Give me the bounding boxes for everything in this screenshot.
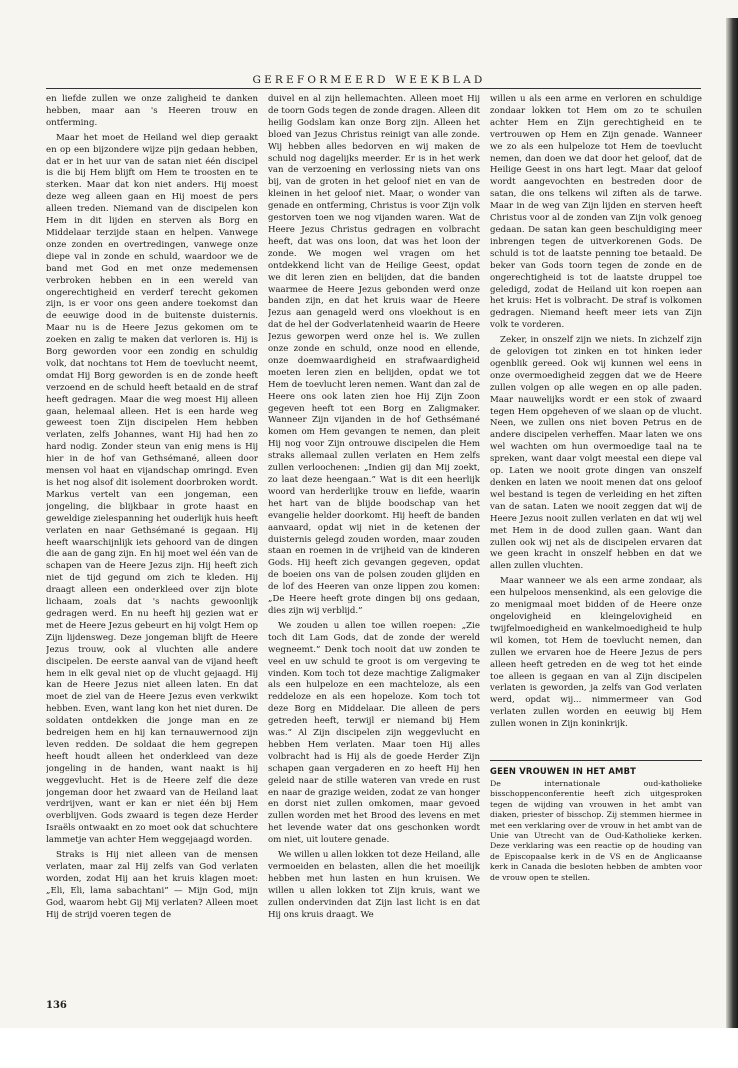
- paragraph: duivel en al zijn hellemachten. Alleen moet Hij de toorn Gods tegen de zonde dragen. Alleen dit heilig Godslam kan onze Borg zijn. Alleen het bloed van Jezus Christus reinigt van alle zonde. Wij hebben alles bedorven en wij maken de schuld nog dagelijks meerder. Er is in het werk van de verzoening en verlossing niets van ons bij, van de groten in het geloof niet en van de kleinen in het geloof niet. Maar, o wonder van genade en ontferming, Christus is voor Zijn volk gestorven toen we nog vijanden waren. Wat de Heere Jezus Christus gedragen en volbracht heeft, dat was ons loon, dat was het loon der zonde. We mogen wel vragen om het ontdekkend licht van de Heilige Geest, opdat we dit leren zien en belijden, dat die banden waarmee de Heere Jezus gebonden werd onze banden zijn, en dat het kruis waar de Heere Jezus aan genageld werd ons vloekhout is en dat de hel der Godverlatenheid waarin de Heere Jezus geworpen werd onze hel is. We zullen onze zonde en schuld, onze nood en ellende, onze doemwaardigheid en strafwaardigheid moeten leren zien en belijden, opdat we tot Hem de toevlucht leren nemen. Want dan zal de Heere ons ook laten zien hoe Hij Zijn Zoon gegeven heeft tot een Borg en Zaligmaker. Wanneer Zijn vijanden in de hof Gethsémané komen om Hem gevangen te nemen, dan pleit Hij nog voor Zijn ontrouwe discipelen die Hem straks allemaal zullen verlaten en Hem zelfs zullen verloochenen: „Indien gij dan Mij zoekt, zo laat deze heengaan.” Wat is dit een heerlijk woord van herderlijke trouw en liefde, waarin het hart van de blijde boodschap van het evangelie helder doorkomt. Hij heeft de banden aanvaard, opdat wij niet in de ketenen der duisternis gelegd zouden worden, maar zouden staan en roemen in de vrijheid van de kinderen Gods. Hij heeft zich gevangen gegeven, opdat de boeien ons van de polsen zouden glijden en de lof des Heeren van onze lippen zou komen: „De Heere heeft grote dingen bij ons gedaan, dies zijn wij verblijd.”: [268, 94, 480, 616]
- paragraph: We willen u allen lokken tot deze Heiland, alle vermoeiden en belasten, allen die het moeilijk hebben met hun lasten en hun kruisen. We willen u allen lokken tot Zijn kruis, want we zullen ondervinden dat Zijn last licht is en dat Hij ons kruis draagt. We: [268, 850, 480, 920]
- paragraph: Maar het moet de Heiland wel diep geraakt en op een bijzondere wijze pijn gedaan hebben, dat er in het uur van de satan niet één discipel is die bij Hem blijft om Hem te troosten en te sterken. Maar dat kon niet anders. Hij moest deze weg alleen gaan en Hij moest de pers alleen treden. Niemand van de discipelen kon Hem in dit lijden en sterven als Borg en Middelaar terzijde staan en helpen. Vanwege onze zonden en overtredingen, vanwege onze diepe val in zonde en schuld, waardoor we de band met God en met onze medemensen verbroken hebben en in een wereld van ongerechtigheid en verderf terecht gekomen zijn, is er voor ons geen andere toekomst dan de eeuwige dood in de buitenste duisternis. Maar nu is de Heere Jezus gekomen om te zoeken en zalig te maken dat verloren is. Hij is Borg geworden voor een zondig en schuldig volk, dat nochtans tot Hem de toevlucht neemt, omdat Hij Borg geworden is en de zonde heeft verzoend en de schuld heeft betaald en de straf heeft gedragen. Maar die weg moest Hij alleen gaan, helemaal alleen. Het is een harde weg geweest toen Zijn discipelen Hem hebben verlaten, zelfs Johannes, want Hij had hen zo hard nodig. Zonder steun van enig mens is Hij hier in de hof van Gethsémané, alleen door mensen vol haat en vijandschap omringd. Even is het nog alsof dit isolement doorbroken wordt. Markus vertelt van een jongeman, een jongeling, die blijkbaar in grote haast en geweldige zielespanning het ouderlijk huis heeft verlaten en naar Gethsémané is gegaan. Hij heeft waarschijnlijk iets gehoord van de dingen die aan de gang zijn. En hij moet wel één van de schapen van de Heere Jezus zijn. Hij heeft zich niet de tijd gegund om zich te kleden. Hij draagt alleen een onderkleed over zijn blote lichaam, zoals dat 's nachts gewoonlijk gedragen werd. En nu heeft hij gezien wat er met de Heere Jezus gebeurt en hij volgt Hem op Zijn lijdensweg. Deze jongeman blijft de Heere Jezus trouw, ook al vluchten alle andere discipelen. De eerste aanval van de vijand heeft hem in elk geval niet op de vlucht gejaagd. Hij kan de Heere Jezus niet alleen laten. En dat moet de ziel van de Heere Jezus even verkwikt hebben. Even, want lang kon het niet duren. De soldaten ontdekken die jonge man en ze bedreigen hem en hij kan ternauwernood zijn leven redden. De soldaat die hem gegrepen heeft houdt alleen het onderkleed van deze jongeling in de handen, want naakt is hij weggevlucht. Het is de Heere zelf die deze jongeman door het zwaard van de Heiland laat verdrijven, want er kan er niet één bij Hem overblijven. Gods zwaard is tegen deze Herder Israëls ontwaakt en zo moet ook dat schuchtere lammetje van achter Hem weggejaagd worden.: [46, 132, 258, 846]
- article-column-2: [268, 94, 480, 1024]
- page-binding-shadow: [726, 18, 738, 1028]
- paragraph: en liefde zullen we onze zaligheid te danken hebben, maar aan 's Heeren trouw en ontferming.: [46, 94, 258, 128]
- news-rule: [490, 760, 702, 761]
- paragraph: Zeker, in onszelf zijn we niets. In zichzelf zijn de gelovigen tot zinken en tot hinken ieder ogenblik gereed. Ook wij kunnen wel eens in onze overmoedigheid zeggen dat we de Heere zullen volgen op alle wegen en op alle paden. Maar nauwelijks wordt er een stok of zwaard tegen Hem opgeheven of we slaan op de vlucht. Neen, we zullen ons niet boven Petrus en de andere discipelen verheffen. Maar laten we ons wel wachten om hun overmoedige taal na te spreken, want daar volgt meestal een diepe val op. Laten we nooit grote dingen van onszelf denken en laten we nooit menen dat ons geloof wel bestand is tegen de verleiding en het ziften van de satan. Laten we nooit zeggen dat wij de Heere Jezus nooit zullen verlaten en dat wij wel met Hem in de dood zullen gaan. Want dan zullen ook wij net als de discipelen ervaren dat we geen kracht in onszelf hebben en dat we allen zullen vluchten.: [490, 335, 702, 572]
- running-header: GEREFORMEERD WEEKBLAD: [252, 74, 486, 86]
- news-title: GEEN VROUWEN IN HET AMBT: [490, 766, 637, 776]
- news-item: [490, 760, 702, 883]
- article-column-1: [46, 94, 258, 1024]
- paragraph: Maar wanneer we als een arme zondaar, als een hulpeloos mensenkind, als een gelovige die zo menigmaal moet bidden of de Heere onze ongelovigheid en kleingelovigheid en twijfelmoedigheid en wankelmoedigheid te hulp wil komen, tot Hem de toevlucht nemen, dan zullen we ervaren hoe de Heere Jezus de pers alleen heeft getreden en de weg tot het einde toe alleen is gegaan en van al Zijn discipelen verlaten is geworden, ja zelfs van God verlaten werd, opdat wij... nimmermeer van God verlaten zullen worden en eeuwig bij Hem zullen wonen in Zijn koninkrijk.: [490, 576, 702, 730]
- article-column-3: [490, 94, 702, 734]
- header-rule: [46, 88, 701, 89]
- paragraph: We zouden u allen toe willen roepen: „Zie toch dit Lam Gods, dat de zonde der wereld wegneemt.” Denk toch nooit dat uw zonden te veel en uw schuld te groot is om vergeving te vinden. Kom toch tot deze machtige Zaligmaker als een hulpeloze en een machteloze, als een reddeloze en als een hopeloze. Kom toch tot deze Borg en Middelaar. Die alleen de pers getreden heeft, terwijl er niemand bij Hem was.” Al Zijn discipelen zijn weggevlucht en hebben Hem verlaten. Maar toen Hij alles volbracht had is Hij als de goede Herder Zijn schapen gaan vergaderen en zo heeft Hij hen geleid naar de stille wateren van vrede en rust en naar de grazige weiden, zodat ze van honger en dorst niet zullen omkomen, maar gevoed zullen worden met het Brood des levens en met het levende water dat ons geschonken wordt om niet, uit loutere genade.: [268, 620, 480, 846]
- paragraph: willen u als een arme en verloren en schuldige zondaar lokken tot Hem om zo te schuilen achter Hem en Zijn gerechtigheid en te vertrouwen op Hem en Zijn genade. Wanneer we zo als een hulpeloze tot Hem de toevlucht nemen, dan doen we dat door het geloof, dat de Heilige Geest in ons hart legt. Maar dat geloof wordt aangevochten en bestreden door de satan, die ons telkens wil ziften als de tarwe. Maar in de weg van Zijn lijden en sterven heeft Christus voor al de zonden van Zijn volk genoeg gedaan. De satan kan geen beschuldiging meer inbrengen tegen de uitverkorenen Gods. De schuld is tot de laatste penning toe betaald. De beker van Gods toorn tegen de zonde en de ongerechtigheid is tot de laatste druppel toe geledigd, zodat de Heiland uit kon roepen aan het kruis: Het is volbracht. De straf is volkomen gedragen. Niemand heeft meer iets van Zijn volk te vorderen.: [490, 94, 702, 331]
- scan-margin: [0, 1028, 738, 1068]
- paragraph: Straks is Hij niet alleen van de mensen verlaten, maar zal Hij zelfs van God verlaten worden, zodat Hij aan het kruis klagen moet: „Eli, Eli, lama sabachtani” — Mijn God, mijn God, waarom hebt Gij Mij verlaten? Alleen moet Hij de strijd voeren tegen de: [46, 850, 258, 920]
- page-number: 136: [46, 1000, 67, 1011]
- news-body: De internationale oud-katholieke bisschoppenconferentie heeft zich uitgesproken tegen de wijding van vrouwen in het ambt van diaken, priester of bisschop. Zij stemmen hiermee in met een verklaring over de vrouw in het ambt van de Unie van Utrecht van de Oud-Katholieke kerken. Deze verklaring was een reactie op de houding van de Episcopaalse kerk in de VS en de Anglicaanse kerk in Canada die besloten hebben de ambten voor de vrouw open te stellen.: [490, 779, 702, 882]
